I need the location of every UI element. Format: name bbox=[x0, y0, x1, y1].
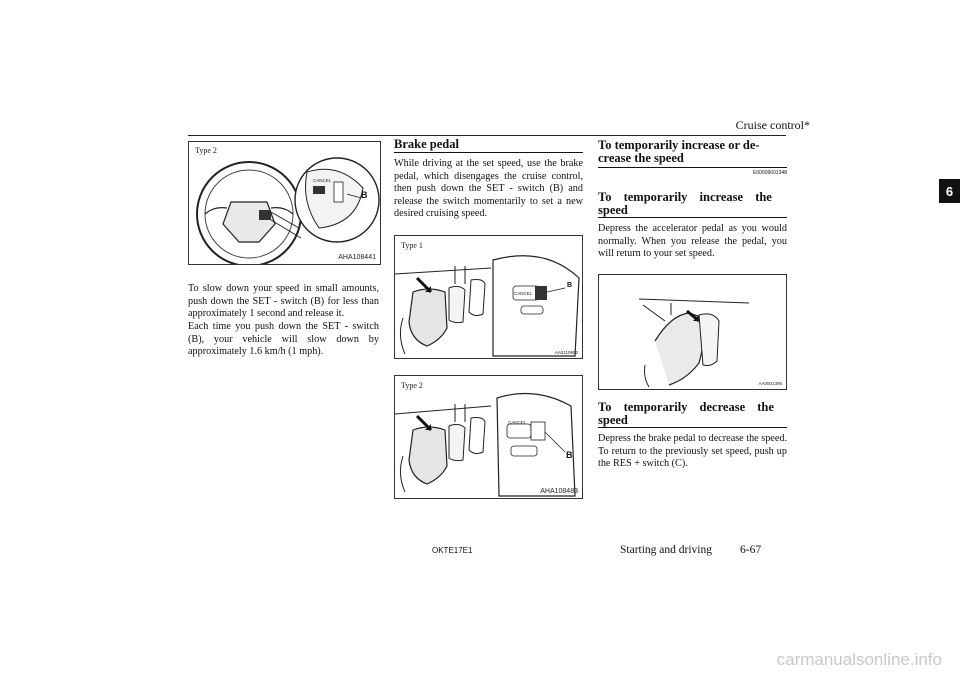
brake-pedal-paragraph: While driving at the set speed, use the brake pedal, which disengages the cruise control, then push down the SET - switch (B) and release the switch momentarily to set a new desired cruising speed. bbox=[394, 158, 583, 220]
figure-brake-type1 bbox=[394, 235, 583, 359]
footer-doc-code: OKTE17E1 bbox=[432, 546, 473, 555]
cancel-label: CANCEL bbox=[514, 291, 533, 296]
figure-brake-type2 bbox=[394, 375, 583, 499]
title-line: crease the speed bbox=[598, 151, 684, 165]
section-rule bbox=[598, 167, 787, 168]
steering-wheel-illustration bbox=[189, 142, 380, 264]
figure-type-label: Type 2 bbox=[195, 146, 217, 155]
footer-section-name: Starting and driving bbox=[620, 544, 712, 556]
figure-code: AHA108441 bbox=[338, 254, 376, 261]
title-line: To temporarily decrease the bbox=[598, 400, 774, 414]
brake-pedal-title: Brake pedal bbox=[394, 137, 459, 151]
figure-type-label: Type 2 bbox=[401, 381, 423, 390]
cancel-label: CANCEL bbox=[313, 178, 332, 183]
figure-code: AA0110653 bbox=[554, 350, 578, 355]
brake-pedal-illustration bbox=[395, 236, 582, 358]
section-rule bbox=[598, 427, 787, 428]
accelerator-pedal-illustration bbox=[599, 275, 786, 389]
figure-accelerator-pedal bbox=[598, 274, 787, 390]
title-line: speed bbox=[598, 413, 628, 427]
section-rule bbox=[394, 152, 583, 153]
footer-page-number: 6-67 bbox=[740, 544, 762, 556]
switch-b-callout: B bbox=[361, 190, 368, 200]
left-paragraph-2: Each time you push down the SET - switch (B), your vehicle will slow down by approximately 1.6 km/h (1 mph). bbox=[188, 321, 379, 358]
switch-b-callout: B bbox=[567, 282, 573, 289]
figure-code: AHA108483 bbox=[540, 488, 578, 495]
figure-type-label: Type 1 bbox=[401, 241, 423, 250]
running-header: Cruise control* bbox=[735, 118, 810, 132]
figure-code: AA0001395 bbox=[758, 381, 782, 386]
title-text: To temporarily increase the bbox=[598, 190, 772, 204]
section-rule bbox=[598, 217, 787, 218]
title-line: speed bbox=[598, 203, 628, 217]
reference-code: E00609601348 bbox=[753, 170, 787, 176]
switch-b-callout: B bbox=[566, 450, 573, 460]
header-rule bbox=[188, 135, 786, 136]
title-line: To temporarily increase or de- bbox=[598, 138, 760, 152]
brake-pedal-illustration bbox=[395, 376, 582, 498]
left-paragraph-1: To slow down your speed in small amounts, push down the SET - switch (B) for less than approximately 1 second and release it. bbox=[188, 283, 379, 320]
cancel-label: CANCEL bbox=[508, 420, 527, 425]
decrease-paragraph: Depress the brake pedal to decrease the speed. To return to the previously set speed, push up the RES + switch (C). bbox=[598, 433, 787, 470]
increase-speed-title bbox=[598, 191, 787, 217]
figure-steering-wheel-type2 bbox=[188, 141, 381, 265]
increase-paragraph: Depress the accelerator pedal as you would normally. When you release the pedal, you will return to your set speed. bbox=[598, 223, 787, 260]
decrease-speed-title bbox=[598, 401, 787, 427]
temporary-speed-title bbox=[598, 139, 787, 165]
chapter-tab: 6 bbox=[939, 179, 960, 203]
watermark: carmanualsonline.info bbox=[776, 650, 942, 669]
